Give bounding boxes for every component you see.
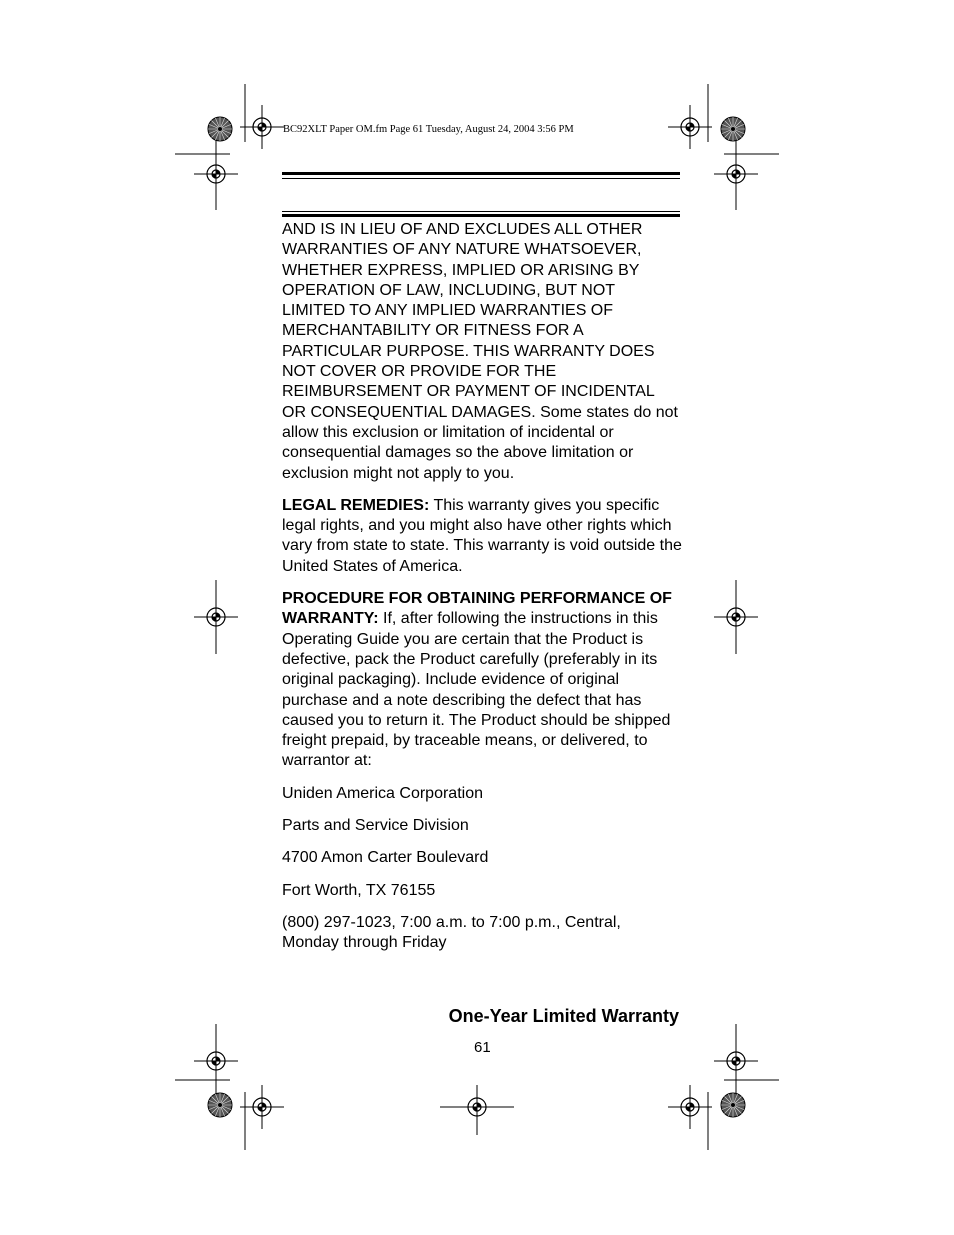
legal-remedies-paragraph — [282, 496, 682, 577]
address-phone-hours: (800) 297-1023, 7:00 a.m. to 7:00 p.m., Central, Monday through Friday — [282, 913, 621, 952]
procedure-heading: PROCEDURE FOR OBTAINING PERFORMANCE OF WARRANTY: — [282, 590, 672, 628]
section-title: One-Year Limited Warranty — [448, 1006, 679, 1026]
top-rule-thin — [282, 178, 680, 179]
legal-remedies-text: This warranty gives you specific legal rights, and you might also have other rights which vary from state to state. This warranty is void outside the United States of America. — [282, 496, 682, 575]
address-street: 4700 Amon Carter Boulevard — [282, 849, 489, 867]
procedure-paragraph — [282, 589, 682, 772]
address-division: Parts and Service Division — [282, 817, 469, 835]
procedure-text: If, after following the instructions in this Operating Guide you are certain that the Product is defective, pack the Product carefully (preferably in its original packaging). Include evidence of original purchase and a note describing the defect that has caused you to return it. The Product should be shipped freight prepaid, by traceable means, or delivered, to warrantor at: — [282, 610, 671, 770]
file-info-header: BC92XLT Paper OM.fm Page 61 Tuesday, August 24, 2004 3:56 PM — [283, 124, 574, 135]
top-rule-thick — [282, 172, 680, 175]
page-number: 61 — [474, 1039, 491, 1056]
section-rule-thick — [282, 214, 680, 217]
address-city: Fort Worth, TX 76155 — [282, 881, 436, 899]
exclusion-paragraph: AND IS IN LIEU OF AND EXCLUDES ALL OTHER WARRANTIES OF ANY NATURE WHATSOEVER, WHETHER EXPRESS, IMPLIED OR ARISING BY OPERATION OF LAW, INCLUDING, BUT NOT LIMITED TO ANY IMPLIED WARRANTIES OF MERCHANTABILITY OR FITNESS FOR A PARTICULAR PURPOSE. THIS WARRANTY DOES NOT COVER OR PROVIDE FOR THE REIMBURSEMENT OR PAYMENT OF INCIDENTAL OR CONSEQUENTIAL DAMAGES. Some states do not allow this exclusion or limitation of incidental or consequential damages so the above limitation or exclusion might not apply to you. — [282, 221, 678, 482]
address-company: Uniden America Corporation — [282, 784, 483, 802]
section-rule-thin — [282, 211, 680, 212]
legal-remedies-heading: LEGAL REMEDIES: — [282, 496, 430, 514]
warranty-text — [282, 220, 682, 966]
